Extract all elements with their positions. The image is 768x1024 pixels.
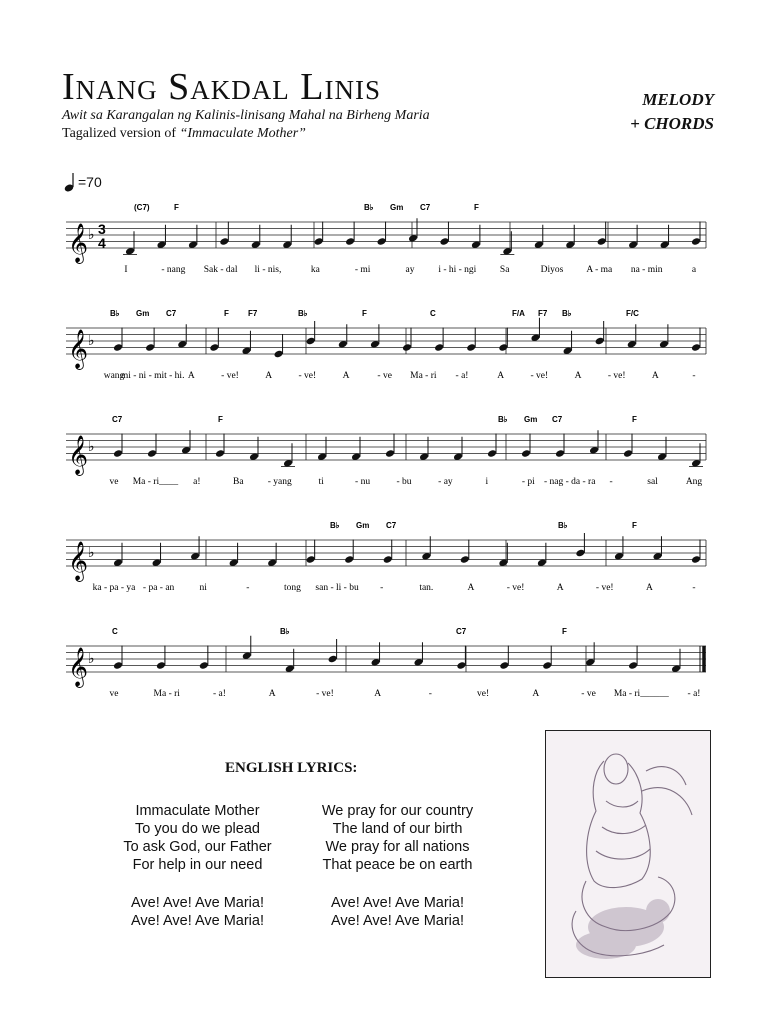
chord-symbol: C7: [552, 415, 563, 424]
chord-symbol: F: [174, 203, 179, 212]
refrain-1: [100, 894, 295, 930]
verse-2: [300, 802, 495, 874]
tagline-prefix: Tagalized version of: [62, 126, 180, 141]
lyric-syllable: ve!: [477, 689, 490, 699]
chord-symbol: F: [218, 415, 223, 424]
chord-symbol: C: [430, 309, 436, 318]
verse-1: [100, 802, 295, 874]
lyric-syllable: a!: [193, 477, 201, 487]
lyric-syllable: - nag - da - ra: [543, 477, 596, 487]
lyric-syllable: - a!: [455, 371, 469, 381]
chord-symbol: Gm: [136, 309, 150, 318]
verse-line: That peace be on earth: [322, 857, 473, 873]
lyric-syllable: - ve!: [298, 371, 317, 381]
lyric-syllable: -: [380, 583, 384, 593]
lyric-syllable: A - ma: [586, 265, 613, 275]
lyric-syllable: Ma - ri______: [613, 689, 669, 699]
lyric-syllable: -: [246, 583, 250, 593]
verse-line: Immaculate Mother: [135, 803, 260, 819]
lyric-syllable: -: [692, 371, 696, 381]
lyric-syllable: tan.: [419, 583, 434, 593]
immaculate-conception-sketch-icon: [546, 731, 710, 977]
chord-symbol: B♭: [298, 309, 308, 318]
lyric-syllable: - ay: [438, 477, 453, 487]
lyric-syllable: - nu: [355, 477, 371, 487]
lyric-syllable: A: [467, 583, 475, 593]
music-system: [66, 521, 706, 593]
refrain-line: Ave! Ave! Ave Maria!: [131, 913, 264, 929]
verse-line: We pray for our country: [321, 803, 474, 819]
verse-line: To ask God, our Father: [123, 839, 272, 855]
treble-clef-icon: 𝄞: [68, 435, 89, 475]
lyric-syllable: - a!: [212, 689, 226, 699]
tempo-value: =70: [78, 174, 102, 190]
lyric-syllable: Ang: [685, 477, 703, 487]
flat-icon: ♭: [88, 227, 95, 243]
lyric-syllable: -: [428, 689, 432, 699]
lyric-syllable: - pi: [521, 477, 535, 487]
lyric-syllable: - ve!: [530, 371, 549, 381]
verse-line: For help in our need: [132, 857, 263, 873]
time-signature-bottom: 4: [98, 235, 106, 251]
lyric-syllable: - pa - an: [142, 583, 175, 593]
chord-symbol: F/C: [626, 309, 639, 318]
chord-symbol: F: [632, 415, 637, 424]
flat-icon: ♭: [88, 651, 95, 667]
refrain-line: Ave! Ave! Ave Maria!: [331, 895, 464, 911]
lyric-syllable: A: [497, 371, 505, 381]
chord-symbol: B♭: [330, 521, 340, 530]
lyric-syllable: -: [692, 583, 696, 593]
chord-symbol: F: [562, 627, 567, 636]
lyric-syllable: - ve!: [595, 583, 614, 593]
chord-symbol: B♭: [110, 309, 120, 318]
lyric-syllable: -: [609, 477, 613, 487]
song-title: Inang Sakdal Linis: [62, 66, 381, 108]
lyric-syllable: wang: [103, 371, 125, 381]
chord-symbol: F7: [248, 309, 258, 318]
lyric-syllable: - mi: [354, 265, 371, 275]
chord-symbol: F: [362, 309, 367, 318]
lyric-syllable: A: [374, 689, 382, 699]
treble-clef-icon: 𝄞: [68, 647, 89, 687]
chord-symbol: Gm: [356, 521, 370, 530]
refrain-line: Ave! Ave! Ave Maria!: [131, 895, 264, 911]
lyric-syllable: A: [187, 371, 195, 381]
flat-icon: ♭: [88, 439, 95, 455]
chord-symbol: F: [632, 521, 637, 530]
lyric-syllable: Ma - ri: [410, 371, 437, 381]
lyric-syllable: Ma - ri: [153, 689, 180, 699]
chord-symbol: (C7): [134, 203, 150, 212]
chord-symbol: C7: [420, 203, 431, 212]
lyric-syllable: - ve: [581, 689, 596, 699]
lyric-syllable: san - li - bu: [315, 583, 359, 593]
chord-symbol: F: [224, 309, 229, 318]
chord-symbol: C7: [386, 521, 397, 530]
music-system: [66, 203, 706, 275]
lyric-syllable: tong: [284, 583, 301, 593]
lyric-syllable: - ve!: [607, 371, 626, 381]
lyric-syllable: A: [645, 583, 653, 593]
tagline-work: “Immaculate Mother”: [179, 126, 306, 141]
treble-clef-icon: 𝄞: [68, 541, 89, 581]
lyric-syllable: A: [651, 371, 659, 381]
chord-symbol: B♭: [562, 309, 572, 318]
lyric-syllable: ti: [318, 477, 324, 487]
lyric-syllable: - ve!: [221, 371, 239, 381]
chord-symbol: C7: [112, 415, 123, 424]
lyric-syllable: ay: [405, 265, 415, 275]
lyric-syllable: - ve: [377, 371, 392, 381]
chord-symbol: B♭: [364, 203, 374, 212]
lyric-syllable: ka: [310, 265, 320, 275]
lyric-syllable: ni: [199, 583, 207, 593]
lyric-syllable: A: [556, 583, 564, 593]
chord-symbol: B♭: [280, 627, 290, 636]
badge-line-chords: + CHORDS: [630, 114, 714, 133]
lyric-syllable: sal: [647, 477, 658, 487]
lyric-syllable: Sa: [499, 265, 510, 275]
chord-symbol: F: [474, 203, 479, 212]
lyric-syllable: A: [342, 371, 350, 381]
lyric-syllable: A: [574, 371, 582, 381]
refrain-line: Ave! Ave! Ave Maria!: [331, 913, 464, 929]
music-system: [66, 309, 706, 381]
lyric-syllable: Ma - ri____: [132, 477, 179, 487]
lyric-syllable: - nang: [161, 265, 186, 275]
lyric-syllable: na - min: [630, 265, 663, 275]
music-system: [66, 627, 706, 699]
lyric-syllable: - ve!: [506, 583, 525, 593]
lyric-syllable: A: [268, 689, 276, 699]
chord-symbol: Gm: [390, 203, 404, 212]
lyric-syllable: i - hi - ngi: [438, 265, 477, 275]
refrain-2: [300, 894, 495, 930]
chord-symbol: C: [112, 627, 118, 636]
verse-line: The land of our birth: [332, 821, 463, 837]
chord-symbol: B♭: [558, 521, 568, 530]
flat-icon: ♭: [88, 333, 95, 349]
lyric-syllable: Sak - dal: [203, 265, 238, 275]
song-subtitle: Awit sa Karangalan ng Kalinis-linisang Mahal na Birheng Maria: [62, 108, 430, 123]
time-signature-top: 3: [98, 221, 106, 237]
chord-symbol: B♭: [498, 415, 508, 424]
lyric-syllable: A: [532, 689, 540, 699]
lyric-syllable: - bu: [396, 477, 412, 487]
lyric-syllable: ve: [109, 689, 119, 699]
lyric-syllable: ve: [109, 477, 119, 487]
verse-line: We pray for all nations: [325, 839, 470, 855]
lyric-syllable: - a!: [687, 689, 701, 699]
flat-icon: ♭: [88, 545, 95, 561]
chord-symbol: Gm: [524, 415, 538, 424]
lyric-syllable: a: [691, 265, 697, 275]
lyric-syllable: ka - pa - ya: [92, 583, 136, 593]
immaculate-conception-artwork: [545, 730, 711, 978]
lyric-syllable: mi - ni - mit - hi.: [120, 371, 185, 381]
lyric-syllable: Diyos: [540, 265, 564, 275]
english-lyrics-heading: ENGLISH LYRICS:: [225, 760, 358, 776]
music-system: [66, 415, 706, 487]
lyric-syllable: A: [265, 371, 273, 381]
lyric-syllable: Ba: [233, 477, 244, 487]
chord-symbol: C7: [456, 627, 467, 636]
treble-clef-icon: 𝄞: [68, 223, 89, 263]
lyric-syllable: li - nis,: [254, 265, 282, 275]
treble-clef-icon: 𝄞: [68, 329, 89, 369]
chord-symbol: F7: [538, 309, 548, 318]
lyric-syllable: - ve!: [316, 689, 334, 699]
lyric-syllable: I: [124, 265, 128, 275]
lyric-syllable: i: [485, 477, 489, 487]
badge-line-melody: MELODY: [642, 90, 714, 109]
chord-symbol: F/A: [512, 309, 525, 318]
verse-line: To you do we plead: [135, 821, 260, 837]
chord-symbol: C7: [166, 309, 177, 318]
lyric-syllable: - yang: [267, 477, 292, 487]
